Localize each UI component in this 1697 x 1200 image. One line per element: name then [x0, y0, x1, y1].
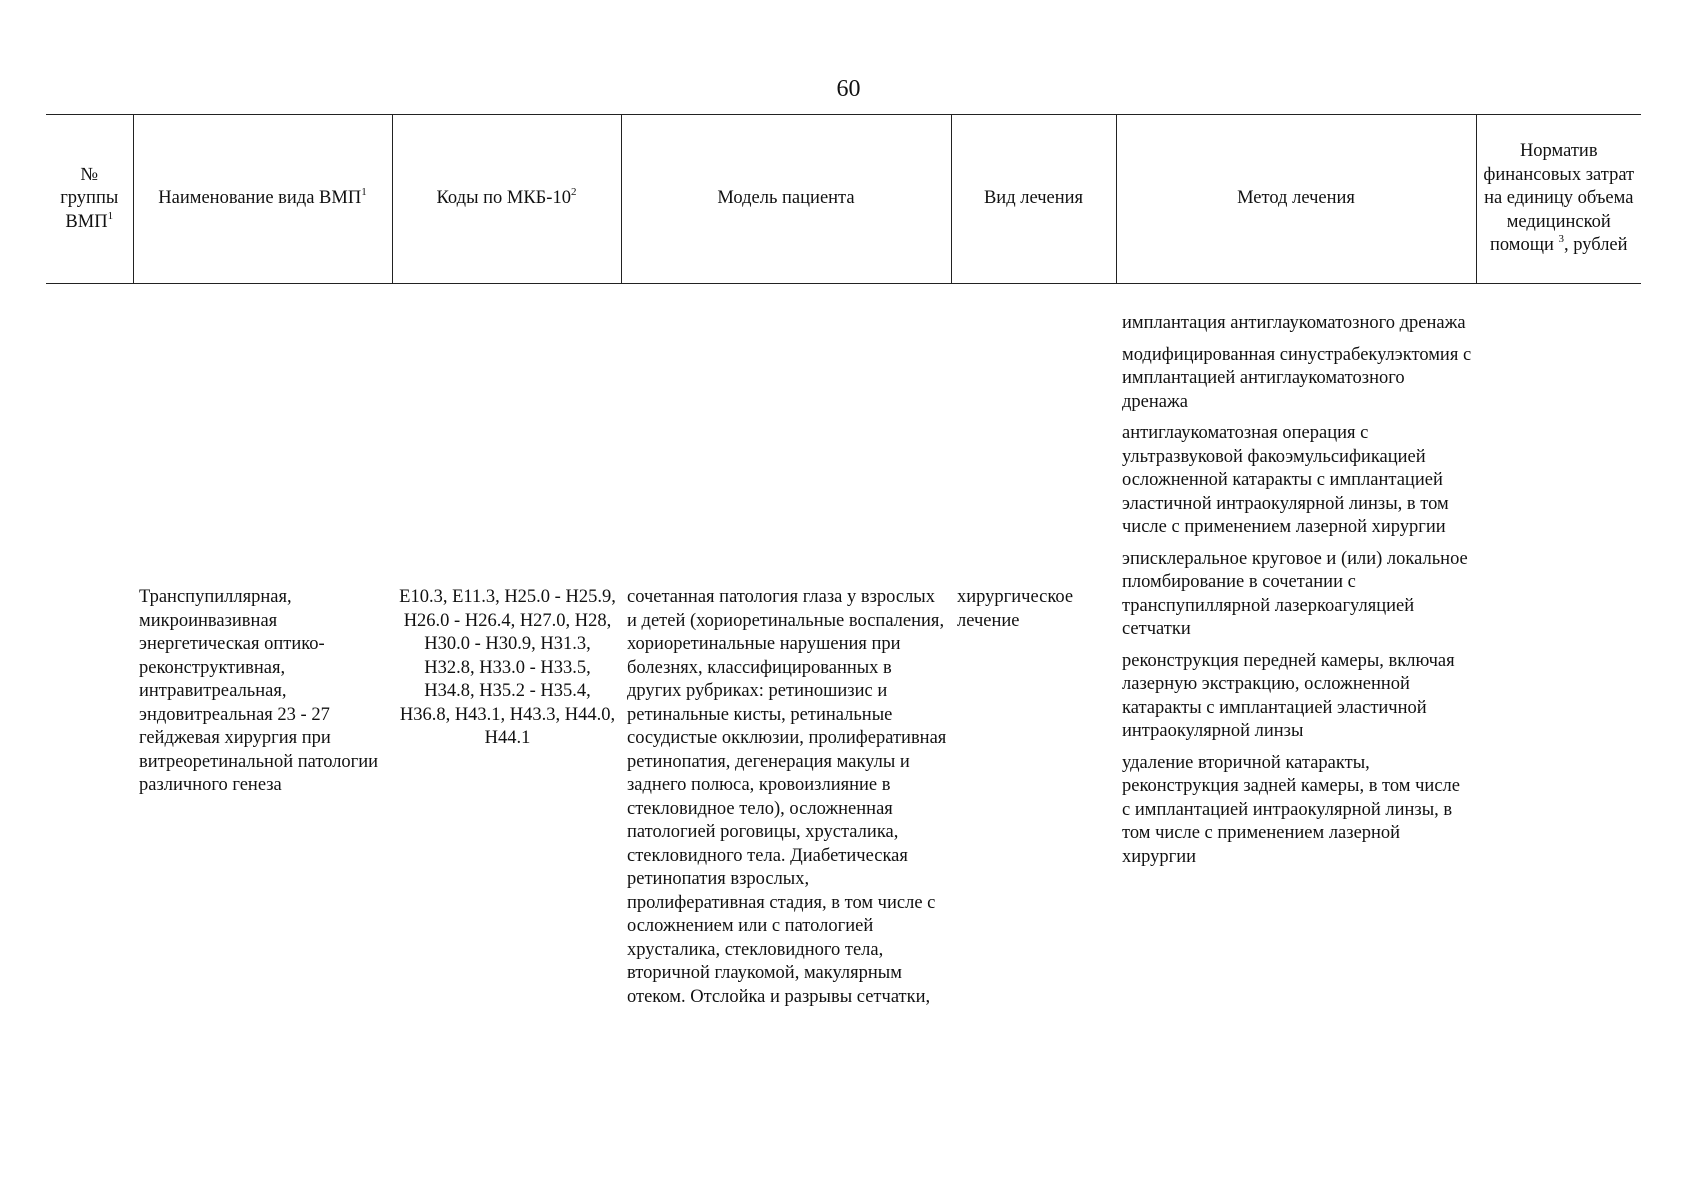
- method-item: имплантация антиглаукоматозного дренажа: [1122, 313, 1466, 333]
- cell-treatment-type: [951, 284, 1116, 1085]
- header-treatment-type: Вид лечения: [951, 115, 1116, 284]
- cell-icd-codes: [392, 284, 621, 1085]
- method-item: модифицированная синустрабекулэктомия с имплантацией антиглаукоматозного дренажа: [1122, 344, 1472, 412]
- treatment-type-text: хирургическое лечение: [957, 587, 1074, 631]
- page-number: 60: [836, 76, 861, 102]
- cell-group-number: [46, 284, 133, 1085]
- table-header-row: [46, 115, 1641, 284]
- header-vmp-name: Наименование вида ВМП$^1$: [133, 115, 392, 284]
- cell-cost-norm: [1476, 284, 1641, 1085]
- table-row: [46, 284, 1641, 1085]
- vmp-table: [46, 114, 1641, 1084]
- header-treatment-method: Метод лечения: [1116, 115, 1476, 284]
- method-item: эписклеральное круговое и (или) локальное пломбирование в сочетании с транспупиллярной лазеркоагуляцией сетчатки: [1122, 548, 1468, 639]
- method-item: реконструкция передней камеры, включая лазерную экстракцию, осложненной катаракты с имплантацией эластичной интраокулярной линзы: [1122, 650, 1455, 741]
- patient-model-text: сочетанная патология глаза у взрослых и детей (хориоретинальные воспаления, хориоретинальные нарушения при болезнях, классифицированных в других рубриках: ретиношизис и ретинальные кисты, ретинальные сосудистые окклюзии, пролиферативная ретинопатия, дегенерация макулы и заднего полюса, кровоизлияние в стекловидное тело), осложненная патологией роговицы, хрусталика, стекловидного тела. Диабетическая ретинопатия взрослых, пролиферативная стадия, в том числе с осложнением или с патологией хрусталика, стекловидного тела, вторичной глаукомой, макулярным отеком. Отслойка и разрывы сетчатки,: [627, 587, 947, 1007]
- treatment-methods-list: [1122, 312, 1472, 877]
- header-icd-codes: Коды по МКБ-$10^2$: [392, 115, 621, 284]
- cell-patient-model: [621, 284, 951, 1085]
- cell-vmp-name: [133, 284, 392, 1085]
- method-item: антиглаукоматозная операция с ультразвуковой факоэмульсификацией осложненной катаракты с имплантацией эластичной интраокулярной линзы, в том числе с применением лазерной хирургии: [1122, 423, 1449, 537]
- vmp-table-container: [46, 114, 1641, 1084]
- header-group-number: № группы ВМП$^1$: [46, 115, 133, 284]
- vmp-name-text: Транспупиллярная, микроинвазивная энергетическая оптико-реконструктивная, интравитреальная, эндовитреальная 23 - 27 гейджевая хирургия при витреоретинальной патологии различного генеза: [139, 587, 379, 795]
- method-item: удаление вторичной катаракты, реконструкция задней камеры, в том числе с имплантацией интраокулярной линзы, в том числе с применением лазерной хирургии: [1122, 752, 1460, 867]
- header-cost-norm: Норматив финансовых затрат на единицу объема медицинской помощи $^3$, рублей: [1476, 115, 1641, 284]
- icd-codes-text: E10.3, E11.3, H25.0 - H25.9, H26.0 - H26.4, H27.0, H28, H30.0 - H30.9, H31.3, H32.8, H33.0 - H33.5, H34.8, H35.2 - H35.4, H36.8, H43.1, H43.3, H44.0, H44.1: [399, 587, 616, 748]
- header-patient-model: Модель пациента: [621, 115, 951, 284]
- cell-treatment-methods: [1116, 284, 1476, 1085]
